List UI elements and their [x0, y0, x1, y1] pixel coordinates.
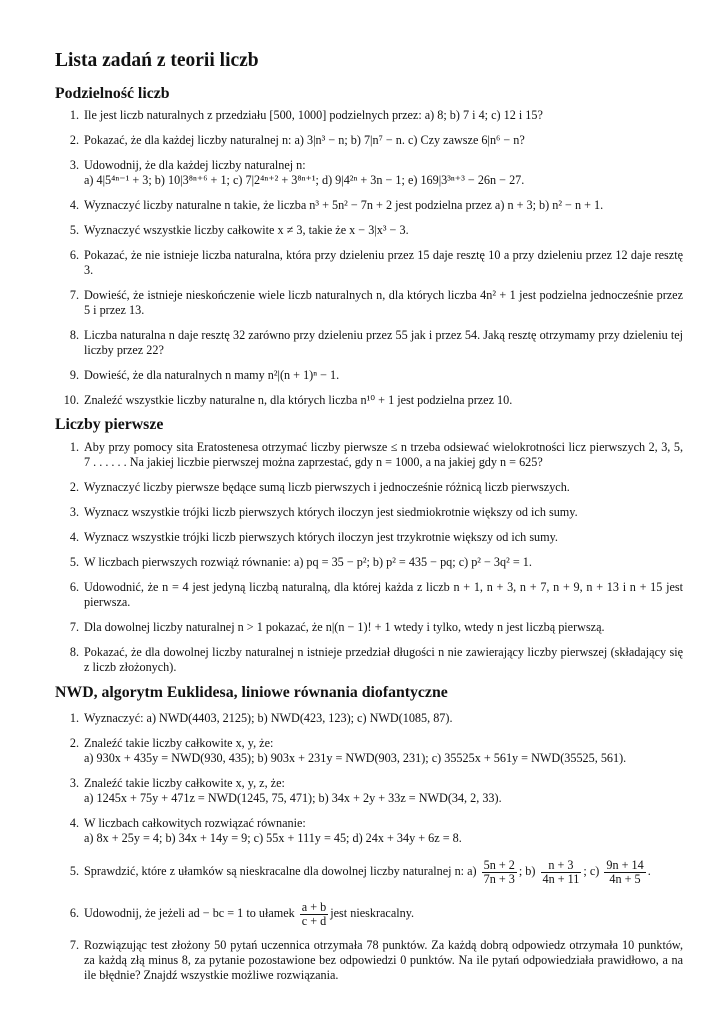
problem-number: 3. — [69, 505, 79, 519]
problem-number: 6. — [69, 580, 79, 594]
problem-item — [55, 223, 683, 238]
problem-item — [55, 248, 683, 278]
fraction — [300, 901, 328, 928]
problem-text: Pokazać, że dla każdej liczby naturalnej n: a) 3|n³ − n; b) 7|n⁷ − n. c) Czy zawsze 6|n⁶ − n? — [84, 133, 525, 147]
document-title: Lista zadań z teorii liczb — [55, 50, 259, 71]
problem-text: Dla dowolnej liczby naturalnej n > 1 pokazać, że n|(n − 1)! + 1 wtedy i tylko, wtedy n jest liczbą pierwszą. — [84, 620, 605, 634]
problem-list-gcd — [55, 711, 683, 983]
fraction-trailing-text: jest nieskracalny. — [330, 906, 415, 920]
problem-text: Pokazać, że dla dowolnej liczby naturalnej n istnieje przedział długości n nie zawierający liczby pierwszej (składający się z liczb złożonych). — [84, 645, 683, 674]
fraction-denominator: 4n + 5 — [609, 871, 641, 886]
problem-item — [55, 938, 683, 983]
problem-text: Sprawdzić, które z ułamków są nieskracalne dla dowolnej liczby naturalnej n: a) — [84, 864, 477, 878]
problem-item — [55, 530, 683, 545]
problem-text: Ile jest liczb naturalnych z przedziału [500, 1000] podzielnych przez: a) 8; b) 7 i 4; c) 12 i 15? — [84, 108, 543, 122]
problem-number: 5. — [69, 223, 79, 237]
problem-number: 6. — [69, 248, 79, 262]
problem-text: Dowieść, że istnieje nieskończenie wiele liczb naturalnych n, dla których liczba 4n² + 1 jest podzielna jednocześnie przez 5 i przez 13. — [84, 288, 683, 317]
problem-text: Aby przy pomocy sita Eratostenesa otrzymać liczby pierwsze ≤ n trzeba odsiewać wielokrotności licz pierwszych 2, 3, 5, 7 . . . . . . Na jakiej liczbie pierwszej można zaprzestać, gdy n = 1000, a na jakiej gdy n = 625? — [84, 440, 683, 469]
problem-number: 6. — [69, 906, 79, 920]
problem-number: 7. — [69, 288, 79, 302]
fraction-numerator: 9n + 14 — [606, 857, 644, 872]
problem-item — [55, 158, 683, 188]
problem-text: Dowieść, że dla naturalnych n mamy n²|(n + 1)ⁿ − 1. — [84, 368, 340, 382]
problem-number: 1. — [69, 440, 79, 454]
problem-text: Udowodnij, że dla każdej liczby naturalnej n: a) 4|5⁴ⁿ⁻¹ + 3; b) 10|3⁸ⁿ⁺⁶ + 1; c) 7|2⁴ⁿ⁺² + 3⁸ⁿ⁺¹; d) 9|4²ⁿ + 3n − 1; e) 169|3³ⁿ⁺³ − 26n − 27. — [84, 158, 525, 187]
problem-text: Wyznaczyć wszystkie liczby całkowite x ≠ 3, takie że x − 3|x³ − 3. — [84, 223, 409, 237]
fraction-numerator: a + b — [301, 899, 327, 914]
problem-item — [55, 816, 683, 846]
problem-number: 1. — [69, 711, 79, 725]
problem-number: 5. — [69, 555, 79, 569]
problem-text: Znaleźć wszystkie liczby naturalne n, dla których liczba n¹⁰ + 1 jest podzielna przez 10. — [84, 393, 513, 407]
section-title-gcd: NWD, algorytm Euklidesa, liniowe równania diofantyczne — [55, 684, 448, 701]
problem-number: 4. — [69, 530, 79, 544]
problem-number: 10. — [63, 393, 79, 407]
problem-number: 5. — [69, 864, 79, 878]
problem-text: Rozwiązując test złożony 50 pytań uczennica otrzymała 78 punktów. Za każdą dobrą odpowiedz otrzymała 10 punktów, za każdą złą minus 8, za pytanie pozostawione bez odpowiedzi 0 punktów. Na ile pytań odpowiedziała prawidłowo, a na ile błędnie? Znajdź wszystkie możliwe rozwiązania. — [84, 938, 683, 982]
problem-item — [55, 133, 683, 148]
problem-text: Wyznaczyć: a) NWD(4403, 2125); b) NWD(423, 123); c) NWD(1085, 87). — [84, 711, 453, 725]
problem-list-primes — [55, 440, 683, 675]
fraction-trailing-text: ; b) — [518, 864, 536, 878]
problem-item — [55, 480, 683, 495]
problem-text: Pokazać, że nie istnieje liczba naturalna, która przy dzieleniu przez 15 daje resztę 10 a przy dzieleniu przez 12 daje resztę 3. — [84, 248, 683, 277]
problem-item — [55, 505, 683, 520]
fraction-trailing-text: ; c) — [583, 864, 600, 878]
fraction-denominator: 4n + 11 — [542, 871, 580, 886]
problem-text: Udowodnić, że n = 4 jest jedyną liczbą naturalną, dla której każda z liczb n + 1, n + 3, n + 7, n + 9, n + 13 i n + 15 jest pierwsza. — [84, 580, 683, 609]
problem-number: 7. — [69, 620, 79, 634]
problem-number: 4. — [69, 198, 79, 212]
fraction-numerator: n + 3 — [541, 859, 582, 873]
problem-number: 4. — [69, 816, 79, 830]
problem-number: 2. — [69, 736, 79, 750]
problem-text: Liczba naturalna n daje resztę 32 zarówno przy dzieleniu przez 55 jak i przez 54. Jaką resztę otrzymamy przy dzieleniu tej liczby przez 22? — [84, 328, 683, 357]
problem-item — [55, 776, 683, 806]
problem-number: 8. — [69, 645, 79, 659]
problem-text: Znaleźć takie liczby całkowite x, y, że: a) 930x + 435y = NWD(930, 435); b) 903x + 231y = NWD(903, 231); c) 35525x + 561y = NWD(35525, 561). — [84, 736, 627, 765]
problem-item — [55, 328, 683, 358]
problem-item — [55, 440, 683, 470]
problem-item — [55, 856, 683, 886]
fraction — [604, 859, 645, 886]
problem-number: 9. — [69, 368, 79, 382]
problem-item — [55, 736, 683, 766]
problem-number: 2. — [69, 133, 79, 147]
problem-number: 2. — [69, 480, 79, 494]
problem-list-divisibility — [55, 108, 683, 408]
problem-text: W liczbach całkowitych rozwiązać równanie: a) 8x + 25y = 4; b) 34x + 14y = 9; c) 55x + 111y = 45; d) 24x + 34y + 6z = 8. — [84, 816, 462, 845]
fraction — [541, 859, 582, 886]
section-title-divisibility: Podzielność liczb — [55, 85, 170, 102]
problem-item — [55, 555, 683, 570]
problem-text: Wyznaczyć liczby naturalne n takie, że liczba n³ + 5n² − 7n + 2 jest podzielna przez a) n + 3; b) n² − n + 1. — [84, 198, 604, 212]
problem-item — [55, 198, 683, 213]
problem-number: 7. — [69, 938, 79, 952]
problem-number: 8. — [69, 328, 79, 342]
problem-item — [55, 620, 683, 635]
problem-text: Znaleźć takie liczby całkowite x, y, z, że: a) 1245x + 75y + 471z = NWD(1245, 75, 471); b) 34x + 2y + 33z = NWD(34, 2, 33). — [84, 776, 502, 805]
problem-number: 3. — [69, 158, 79, 172]
problem-number: 1. — [69, 108, 79, 122]
problem-text: Wyznacz wszystkie trójki liczb pierwszych których iloczyn jest siedmiokrotnie większy od ich sumy. — [84, 505, 578, 519]
fraction-numerator: 5n + 2 — [483, 857, 515, 872]
fraction — [482, 859, 517, 886]
problem-text: Udowodnij, że jeżeli ad − bc = 1 to ułamek — [84, 906, 295, 920]
problem-item — [55, 898, 683, 928]
problem-item — [55, 288, 683, 318]
problem-item — [55, 711, 683, 726]
problem-number: 3. — [69, 776, 79, 790]
problem-item — [55, 645, 683, 675]
problem-text: W liczbach pierwszych rozwiąż równanie: a) pq = 35 − p²; b) p² = 435 − pq; c) p² − 3q² = 1. — [84, 555, 532, 569]
fraction-denominator: 7n + 3 — [483, 871, 515, 886]
section-title-primes: Liczby pierwsze — [55, 416, 164, 433]
fraction-denominator: c + d — [301, 913, 327, 928]
problem-item — [55, 108, 683, 123]
problem-text: Wyznaczyć liczby pierwsze będące sumą liczb pierwszych i jednocześnie różnicą liczb pierwszych. — [84, 480, 570, 494]
problem-item — [55, 580, 683, 610]
fraction-trailing-text: . — [647, 864, 651, 878]
problem-text: Wyznacz wszystkie trójki liczb pierwszych których iloczyn jest trzykrotnie większy od ich sumy. — [84, 530, 558, 544]
problem-item — [55, 368, 683, 383]
problem-item — [55, 393, 683, 408]
